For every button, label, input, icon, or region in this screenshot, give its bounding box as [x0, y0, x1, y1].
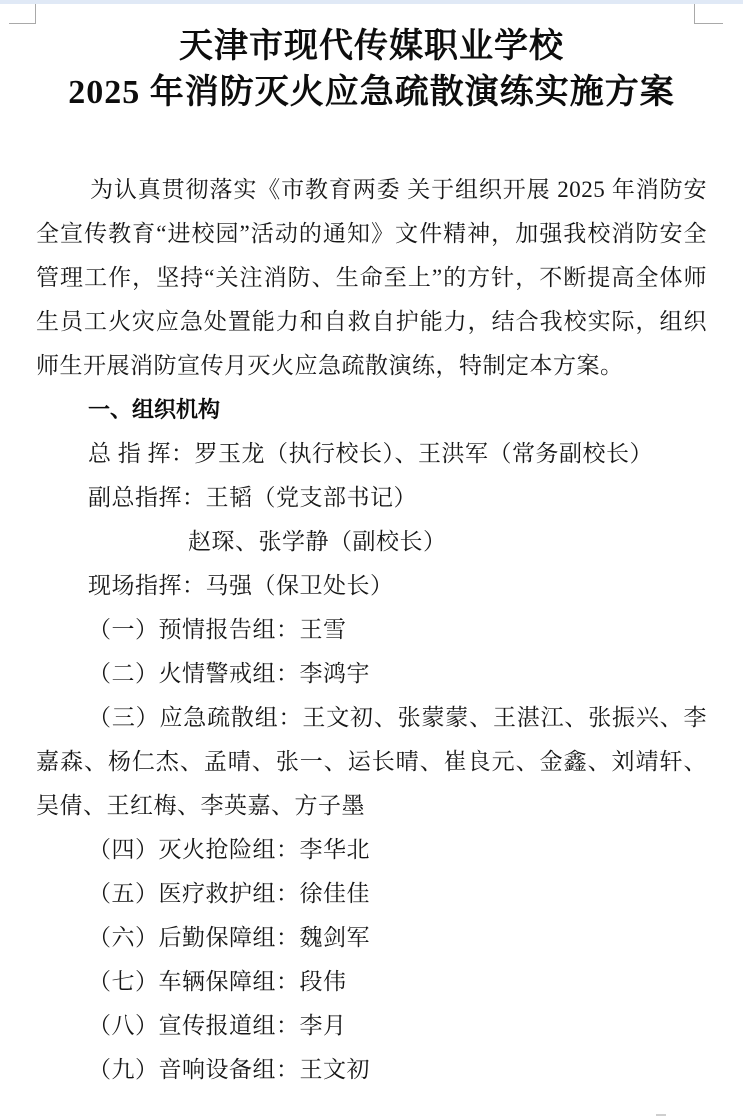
- section-heading-organization: 一、组织机构: [88, 397, 221, 422]
- org-line-chief-commander: 总 指 挥：罗玉龙（执行校长）、王洪军（常务副校长）: [88, 441, 653, 466]
- text-boundary-mark-top-left-horizontal: [9, 23, 36, 24]
- org-line-group-6-logistics-support: （六）后勤保障组：魏剑军: [88, 925, 370, 950]
- scan-artifact: [656, 1114, 666, 1116]
- org-line-group-8-publicity-report: （八）宣传报道组：李月: [88, 1013, 347, 1038]
- text-boundary-mark-top-left-vertical: [35, 4, 36, 24]
- document-body: [36, 24, 707, 1092]
- document-title-line-2: 2025 年消防灭火应急疏散演练实施方案: [68, 74, 675, 111]
- org-line-group-4-fire-fighting: （四）灭火抢险组：李华北: [88, 837, 370, 862]
- org-line-group-2-fire-alert: （二）火情警戒组：李鸿宇: [88, 661, 370, 686]
- org-line-group-1-warning-report: （一）预情报告组：王雪: [88, 617, 347, 642]
- org-line-site-commander: 现场指挥：马强（保卫处长）: [88, 573, 394, 598]
- org-line-deputy-commander-continued: 赵琛、张学静（副校长）: [188, 529, 447, 554]
- org-line-group-3-emergency-evacuation: （三）应急疏散组：王文初、张蒙蒙、王湛江、张振兴、李嘉森、杨仁杰、孟晴、张一、运长晴、崔良元、金鑫、刘靖轩、吴倩、王红梅、李英嘉、方子墨: [36, 705, 707, 818]
- org-line-group-5-medical-rescue: （五）医疗救护组：徐佳佳: [88, 881, 370, 906]
- org-line-group-9-audio-equipment: （九）音响设备组：王文初: [88, 1057, 370, 1082]
- text-boundary-mark-top-right-vertical: [694, 4, 695, 24]
- org-line-group-7-vehicle-support: （七）车辆保障组：段伟: [88, 969, 347, 994]
- intro-paragraph: 为认真贯彻落实《市教育两委 关于组织开展 2025 年消防安全宣传教育“进校园”活动的通知》文件精神，加强我校消防安全管理工作，坚持“关注消防、生命至上”的方针，不断提高全体师生员工火灾应急处置能力和自救自护能力，结合我校实际，组织师生开展消防宣传月灭火应急疏散演练，特制定本方案。: [36, 177, 707, 378]
- document-title-line-1: 天津市现代传媒职业学校: [179, 28, 564, 65]
- org-line-deputy-commander: 副总指挥：王韬（党支部书记）: [88, 485, 417, 510]
- page-top-edge-strip: [0, 0, 743, 4]
